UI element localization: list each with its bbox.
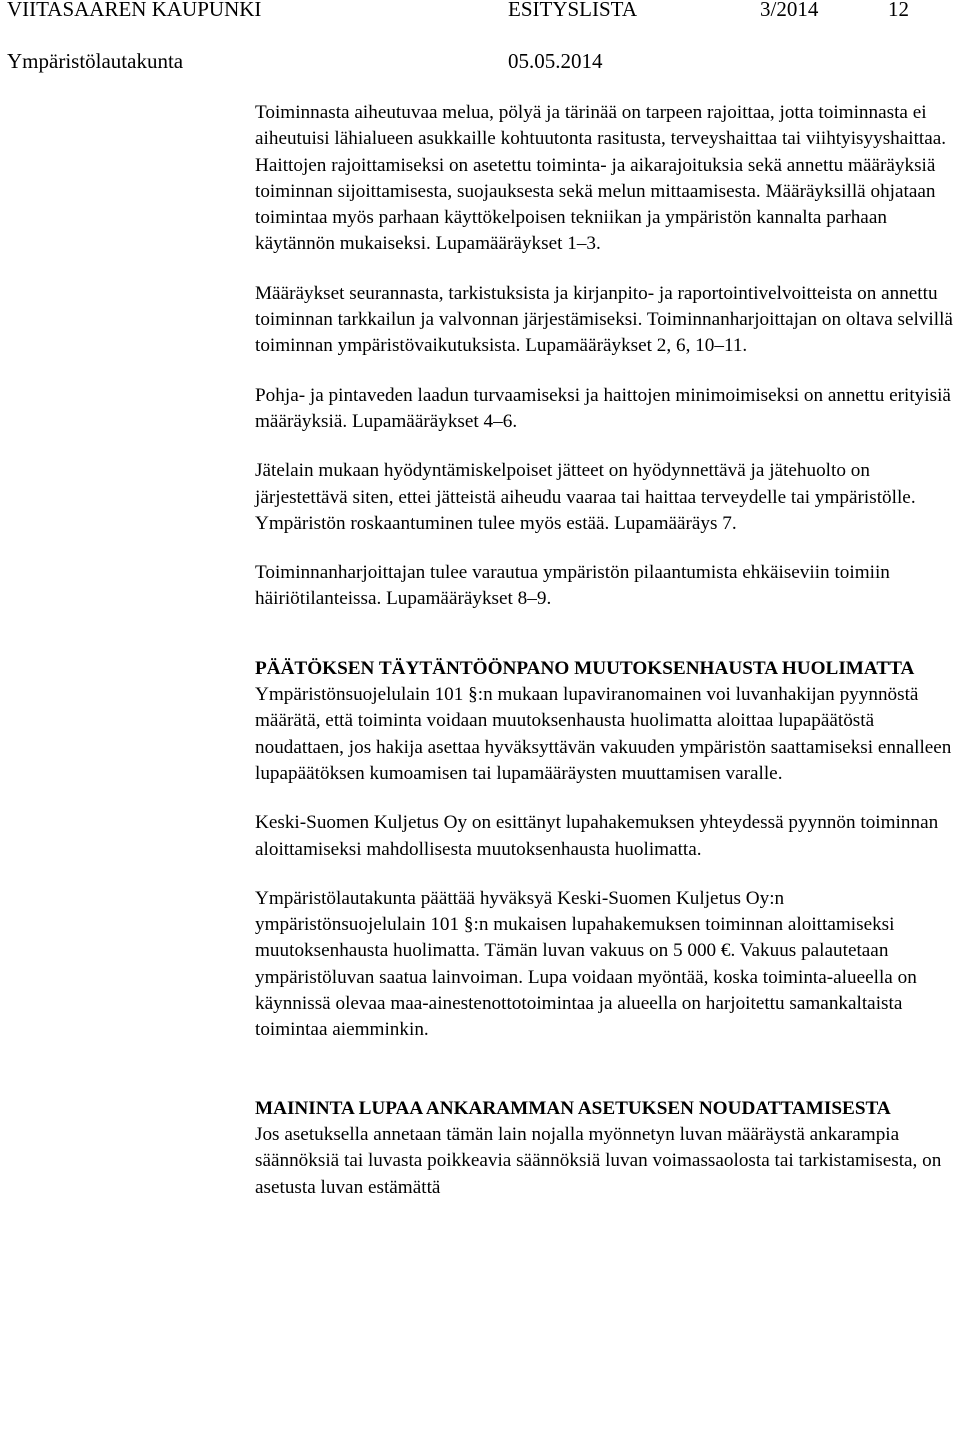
header-page-number: 12 <box>888 0 909 21</box>
paragraph-waste: Jätelain mukaan hyödyntämiskelpoiset jätteet on hyödynnettävä ja jätehuolto on järjestettävä siten, ettei jätteistä aiheudu vaaraa tai haittaa terveydelle tai ympäristölle. Ympäristön roskaantuminen tulee myös estää. Lupamääräys 7. <box>255 460 916 534</box>
section-heading-enforcement: PÄÄTÖKSEN TÄYTÄNTÖÖNPANO MUUTOKSENHAUSTA HUOLIMATTA <box>255 657 915 679</box>
paragraph-water-quality: Pohja- ja pintaveden laadun turvaamiseksi ja haittojen minimoimiseksi on annettu erityisiä määräyksiä. Lupamääräykset 4–6. <box>255 384 951 432</box>
header-document-type: ESITYSLISTA <box>508 0 637 21</box>
header-board: Ympäristölautakunta <box>7 49 184 73</box>
paragraph-disturbances: Toiminnanharjoittajan tulee varautua ympäristön pilaantumista ehkäiseviin toimiin häiriötilanteissa. Lupamääräykset 8–9. <box>255 562 890 610</box>
header-document-number: 3/2014 <box>760 0 819 21</box>
section-spacer <box>255 613 955 656</box>
paragraph-noise-limits: Toiminnasta aiheutuvaa melua, pölyä ja tärinää on tarpeen rajoittaa, jotta toiminnasta ei aiheutuisi lähialueen asukkaille kohtuutonta rasitusta, terveyshaittaa tai viihtyisyyshaittaa. Haittojen rajoittamiseksi on asetettu toiminta- ja aikarajoituksia sekä annettu määräyksiä toiminnan sijoittamisesta, suojauksesta sekä melun mittaamisesta. Määräyksillä ohjataan toimintaa myös parhaan käyttökelpoisen tekniikan ja ympäristön kannalta parhaan käytännön mukaiseksi. Lupamääräykset 1–3. <box>255 102 947 255</box>
paragraph-monitoring: Määräykset seurannasta, tarkistuksista ja kirjanpito- ja raportointivelvoitteista on annettu toiminnan tarkkailun ja valvonnan järjestämiseksi. Toiminnanharjoittajan on oltava selvillä toiminnan ympäristövaikutuksista. Lupamääräykset 2, 6, 10–11. <box>255 282 953 357</box>
header-date: 05.05.2014 <box>508 49 603 73</box>
paragraph-enforcement-law: Ympäristönsuojelulain 101 §:n mukaan lupaviranomainen voi luvanhakijan pyynnöstä määrätä, että toiminta voidaan muutoksenhausta huolimatta aloittaa lupapäätöstä noudattaen, jos hakija asettaa hyväksyttävän vakuuden ympäristön saattamiseksi ennalleen lupapäätöksen kumoamisen tai lupamääräysten muuttamisen varalle. <box>255 684 952 784</box>
section-spacer <box>255 1044 955 1096</box>
paragraph-enforcement-decision: Ympäristölautakunta päättää hyväksyä Keski-Suomen Kuljetus Oy:n ympäristönsuojelulain 101 §:n mukaisen lupahakemuksen toiminnan aloittamiseksi muutoksenhausta huolimatta. Tämän luvan vakuus on 5 000 €. Vakuus palautetaan ympäristöluvan saatua lainvoiman. Lupa voidaan myöntää, koska toiminta-alueella on käynnissä olevaa maa-ainestenottotoimintaa ja alueella on harjoitettu samankaltaista toimintaa aiemminkin. <box>255 887 917 1041</box>
paragraph-stricter-decree: Jos asetuksella annetaan tämän lain nojalla myönnetyn luvan määräystä ankarampia säännöksiä tai luvasta poikkeavia säännöksiä luvan voimassaolosta tai tarkistamisesta, on asetusta luvan estämättä <box>255 1123 942 1198</box>
document-body <box>255 100 955 1201</box>
section-heading-stricter-decree: MAININTA LUPAA ANKARAMMAN ASETUKSEN NOUDATTAMISESTA <box>255 1097 891 1119</box>
paragraph-enforcement-request: Keski-Suomen Kuljetus Oy on esittänyt lupahakemuksen yhteydessä pyynnön toiminnan aloittamiseksi mahdollisesta muutoksenhausta huolimatta. <box>255 812 939 860</box>
header-city: VIITASAAREN KAUPUNKI <box>7 0 262 21</box>
